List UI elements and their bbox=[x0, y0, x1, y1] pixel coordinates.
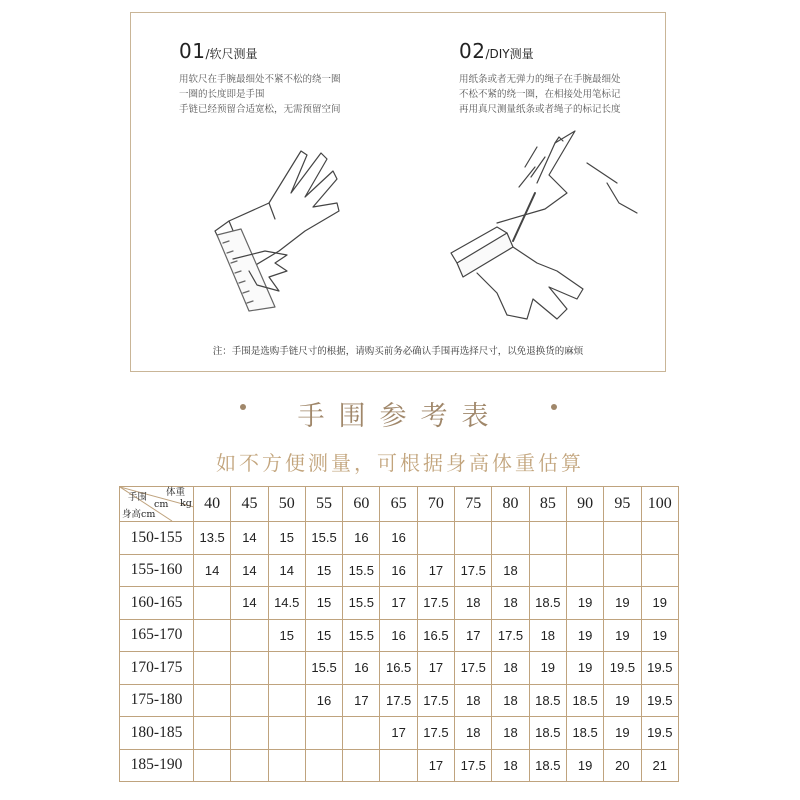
corner-height-label: 身高cm bbox=[122, 509, 156, 520]
wrist-size-cell: 19 bbox=[604, 587, 641, 620]
wrist-size-cell: 15.5 bbox=[343, 554, 380, 587]
method-1-line: 手链已经预留合适宽松，无需预留空间 bbox=[179, 104, 341, 115]
wrist-size-cell: 15.5 bbox=[305, 652, 342, 685]
wrist-size-cell: 18.5 bbox=[566, 717, 603, 750]
wrist-size-cell: 17 bbox=[380, 717, 417, 750]
method-2-line: 不松不紧的绕一圈，在相接处用笔标记 bbox=[459, 89, 621, 100]
wrist-size-cell: 17 bbox=[455, 619, 492, 652]
table-row bbox=[120, 749, 679, 782]
wrist-size-cell: 19 bbox=[641, 619, 678, 652]
weight-header-cell: 85 bbox=[529, 487, 566, 522]
wrist-size-cell: 17 bbox=[343, 684, 380, 717]
wrist-size-cell: 18 bbox=[492, 652, 529, 685]
wrist-size-cell: 19 bbox=[641, 587, 678, 620]
wrist-size-cell: 18 bbox=[492, 717, 529, 750]
wrist-size-cell bbox=[305, 749, 342, 782]
wrist-size-cell: 18 bbox=[529, 619, 566, 652]
height-range-cell: 165-170 bbox=[120, 619, 194, 652]
wrist-size-cell bbox=[268, 684, 305, 717]
wrist-size-cell: 15.5 bbox=[343, 619, 380, 652]
wrist-size-cell: 18.5 bbox=[566, 684, 603, 717]
height-range-cell: 170-175 bbox=[120, 652, 194, 685]
wrist-size-cell: 18 bbox=[492, 587, 529, 620]
wrist-size-cell bbox=[305, 717, 342, 750]
method-2-number: 02 bbox=[459, 39, 486, 63]
wrist-size-cell: 17.5 bbox=[417, 717, 454, 750]
table-row bbox=[120, 652, 679, 685]
wrist-size-cell: 19 bbox=[604, 717, 641, 750]
wrist-size-cell bbox=[194, 684, 231, 717]
weight-header-cell: 75 bbox=[455, 487, 492, 522]
height-range-cell: 180-185 bbox=[120, 717, 194, 750]
wrist-size-cell: 19.5 bbox=[604, 652, 641, 685]
method-1-line: 一圈的长度即是手围 bbox=[179, 89, 265, 100]
method-2-description bbox=[459, 72, 621, 117]
wrist-size-cell: 18 bbox=[455, 587, 492, 620]
measurement-guide-panel bbox=[130, 12, 666, 372]
weight-header-cell: 70 bbox=[417, 487, 454, 522]
wrist-size-cell bbox=[231, 749, 268, 782]
wrist-size-cell bbox=[231, 717, 268, 750]
wrist-size-cell: 17.5 bbox=[492, 619, 529, 652]
weight-header-cell: 45 bbox=[231, 487, 268, 522]
method-2-label: /DIY测量 bbox=[485, 47, 534, 61]
wrist-size-cell bbox=[455, 522, 492, 555]
wrist-size-cell: 19 bbox=[604, 684, 641, 717]
corner-wrist-unit: cm bbox=[154, 499, 169, 510]
wrist-size-cell: 16.5 bbox=[417, 619, 454, 652]
wrist-size-cell bbox=[194, 717, 231, 750]
wrist-size-cell: 14 bbox=[231, 522, 268, 555]
wrist-size-cell bbox=[566, 522, 603, 555]
corner-weight-label: 体重 bbox=[166, 487, 186, 498]
wrist-size-cell bbox=[529, 554, 566, 587]
wrist-size-cell bbox=[194, 652, 231, 685]
wrist-size-cell: 16.5 bbox=[380, 652, 417, 685]
wrist-size-cell bbox=[641, 554, 678, 587]
wrist-size-cell: 17.5 bbox=[417, 684, 454, 717]
wrist-size-note: 注：手围是选购手链尺寸的根据，请购买前务必确认手围再选择尺寸，以免退换货的麻烦 bbox=[212, 346, 584, 357]
wrist-size-cell: 18 bbox=[492, 749, 529, 782]
wrist-size-cell: 19 bbox=[604, 619, 641, 652]
wrist-size-cell: 14.5 bbox=[268, 587, 305, 620]
wrist-size-cell: 17 bbox=[417, 749, 454, 782]
wrist-size-cell: 19 bbox=[566, 619, 603, 652]
wrist-size-cell: 18.5 bbox=[529, 587, 566, 620]
page-subtitle: 如不方便测量，可根据身高体重估算 bbox=[216, 451, 584, 475]
table-body bbox=[120, 522, 679, 782]
table-header-row bbox=[120, 487, 679, 522]
wrist-size-cell bbox=[268, 749, 305, 782]
wrist-size-cell: 14 bbox=[231, 587, 268, 620]
wrist-size-cell bbox=[641, 522, 678, 555]
wrist-size-cell bbox=[194, 749, 231, 782]
method-2-title bbox=[459, 41, 621, 64]
heading-dot-right bbox=[551, 404, 557, 410]
height-range-cell: 175-180 bbox=[120, 684, 194, 717]
table-row bbox=[120, 717, 679, 750]
wrist-size-cell bbox=[231, 652, 268, 685]
wrist-size-cell: 16 bbox=[343, 652, 380, 685]
wrist-size-cell: 13.5 bbox=[194, 522, 231, 555]
wrist-size-cell: 16 bbox=[380, 522, 417, 555]
wrist-size-cell: 17 bbox=[417, 554, 454, 587]
wrist-size-cell: 18 bbox=[492, 554, 529, 587]
wrist-size-cell: 19 bbox=[566, 652, 603, 685]
wrist-size-cell: 19 bbox=[566, 587, 603, 620]
wrist-size-cell bbox=[417, 522, 454, 555]
wrist-size-cell: 18.5 bbox=[529, 717, 566, 750]
wrist-size-cell: 16 bbox=[343, 522, 380, 555]
wrist-size-cell bbox=[343, 717, 380, 750]
wrist-size-cell: 18 bbox=[492, 684, 529, 717]
method-1-title bbox=[179, 41, 341, 64]
wrist-size-cell: 17 bbox=[417, 652, 454, 685]
wrist-size-cell: 18.5 bbox=[529, 684, 566, 717]
wrist-size-table bbox=[119, 486, 679, 782]
table-row bbox=[120, 522, 679, 555]
wrist-size-cell: 15 bbox=[268, 619, 305, 652]
wrist-size-cell: 15 bbox=[305, 619, 342, 652]
wrist-size-cell: 15.5 bbox=[343, 587, 380, 620]
weight-header-cell: 50 bbox=[268, 487, 305, 522]
wrist-size-cell bbox=[231, 619, 268, 652]
wrist-size-cell: 17.5 bbox=[455, 554, 492, 587]
corner-weight-unit: kg bbox=[180, 498, 192, 509]
wrist-size-cell bbox=[268, 652, 305, 685]
weight-header-cell: 60 bbox=[343, 487, 380, 522]
wrist-size-cell: 17.5 bbox=[380, 684, 417, 717]
weight-header-cell: 65 bbox=[380, 487, 417, 522]
wrist-size-cell bbox=[194, 619, 231, 652]
method-1-line: 用软尺在手腕最细处不紧不松的绕一圈 bbox=[179, 74, 341, 85]
method-soft-ruler bbox=[179, 41, 341, 117]
wrist-size-cell: 19.5 bbox=[641, 717, 678, 750]
wrist-size-cell: 15 bbox=[305, 554, 342, 587]
table-corner-header bbox=[120, 487, 194, 522]
wrist-size-cell: 20 bbox=[604, 749, 641, 782]
wrist-size-cell: 17.5 bbox=[455, 749, 492, 782]
table-row bbox=[120, 554, 679, 587]
wrist-size-cell: 17 bbox=[380, 587, 417, 620]
wrist-size-cell bbox=[231, 684, 268, 717]
wrist-size-cell: 19 bbox=[566, 749, 603, 782]
wrist-size-cell: 18 bbox=[455, 684, 492, 717]
hand-paper-strip-illustration bbox=[437, 123, 647, 333]
wrist-size-cell bbox=[492, 522, 529, 555]
wrist-size-cell bbox=[194, 587, 231, 620]
table-row bbox=[120, 587, 679, 620]
method-1-description bbox=[179, 72, 341, 117]
height-range-cell: 150-155 bbox=[120, 522, 194, 555]
wrist-size-cell: 16 bbox=[380, 619, 417, 652]
wrist-size-cell: 18 bbox=[455, 717, 492, 750]
wrist-size-cell bbox=[604, 554, 641, 587]
method-2-line: 用纸条或者无弹力的绳子在手腕最细处 bbox=[459, 74, 621, 85]
weight-header-cell: 55 bbox=[305, 487, 342, 522]
page-title: 手围参考表 bbox=[297, 401, 503, 432]
wrist-size-cell: 19.5 bbox=[641, 652, 678, 685]
wrist-size-cell: 17.5 bbox=[417, 587, 454, 620]
wrist-size-cell: 15.5 bbox=[305, 522, 342, 555]
weight-header-cell: 100 bbox=[641, 487, 678, 522]
wrist-size-cell: 16 bbox=[305, 684, 342, 717]
wrist-size-cell: 14 bbox=[194, 554, 231, 587]
weight-header-cell: 90 bbox=[566, 487, 603, 522]
wrist-size-cell: 19.5 bbox=[641, 684, 678, 717]
height-range-cell: 185-190 bbox=[120, 749, 194, 782]
corner-wrist-label: 手围 bbox=[128, 492, 148, 503]
table-row bbox=[120, 619, 679, 652]
wrist-size-cell bbox=[604, 522, 641, 555]
weight-header-cell: 40 bbox=[194, 487, 231, 522]
wrist-size-cell: 15 bbox=[305, 587, 342, 620]
method-1-number: 01 bbox=[179, 39, 206, 63]
method-1-label: /软尺测量 bbox=[205, 47, 258, 61]
table-row bbox=[120, 684, 679, 717]
weight-header-cell: 80 bbox=[492, 487, 529, 522]
height-range-cell: 155-160 bbox=[120, 554, 194, 587]
height-range-cell: 160-165 bbox=[120, 587, 194, 620]
weight-header-cell: 95 bbox=[604, 487, 641, 522]
wrist-size-cell: 16 bbox=[380, 554, 417, 587]
wrist-size-cell: 21 bbox=[641, 749, 678, 782]
method-diy bbox=[459, 41, 621, 117]
wrist-size-cell: 19 bbox=[529, 652, 566, 685]
wrist-size-cell bbox=[529, 522, 566, 555]
wrist-size-cell bbox=[380, 749, 417, 782]
wrist-size-cell bbox=[343, 749, 380, 782]
wrist-size-cell: 15 bbox=[268, 522, 305, 555]
wrist-size-cell: 14 bbox=[268, 554, 305, 587]
hand-ruler-illustration bbox=[209, 131, 399, 321]
wrist-size-cell: 17.5 bbox=[455, 652, 492, 685]
wrist-size-cell bbox=[566, 554, 603, 587]
wrist-size-cell: 18.5 bbox=[529, 749, 566, 782]
wrist-size-cell: 14 bbox=[231, 554, 268, 587]
wrist-size-cell bbox=[268, 717, 305, 750]
method-2-line: 再用真尺测量纸条或者绳子的标记长度 bbox=[459, 104, 621, 115]
